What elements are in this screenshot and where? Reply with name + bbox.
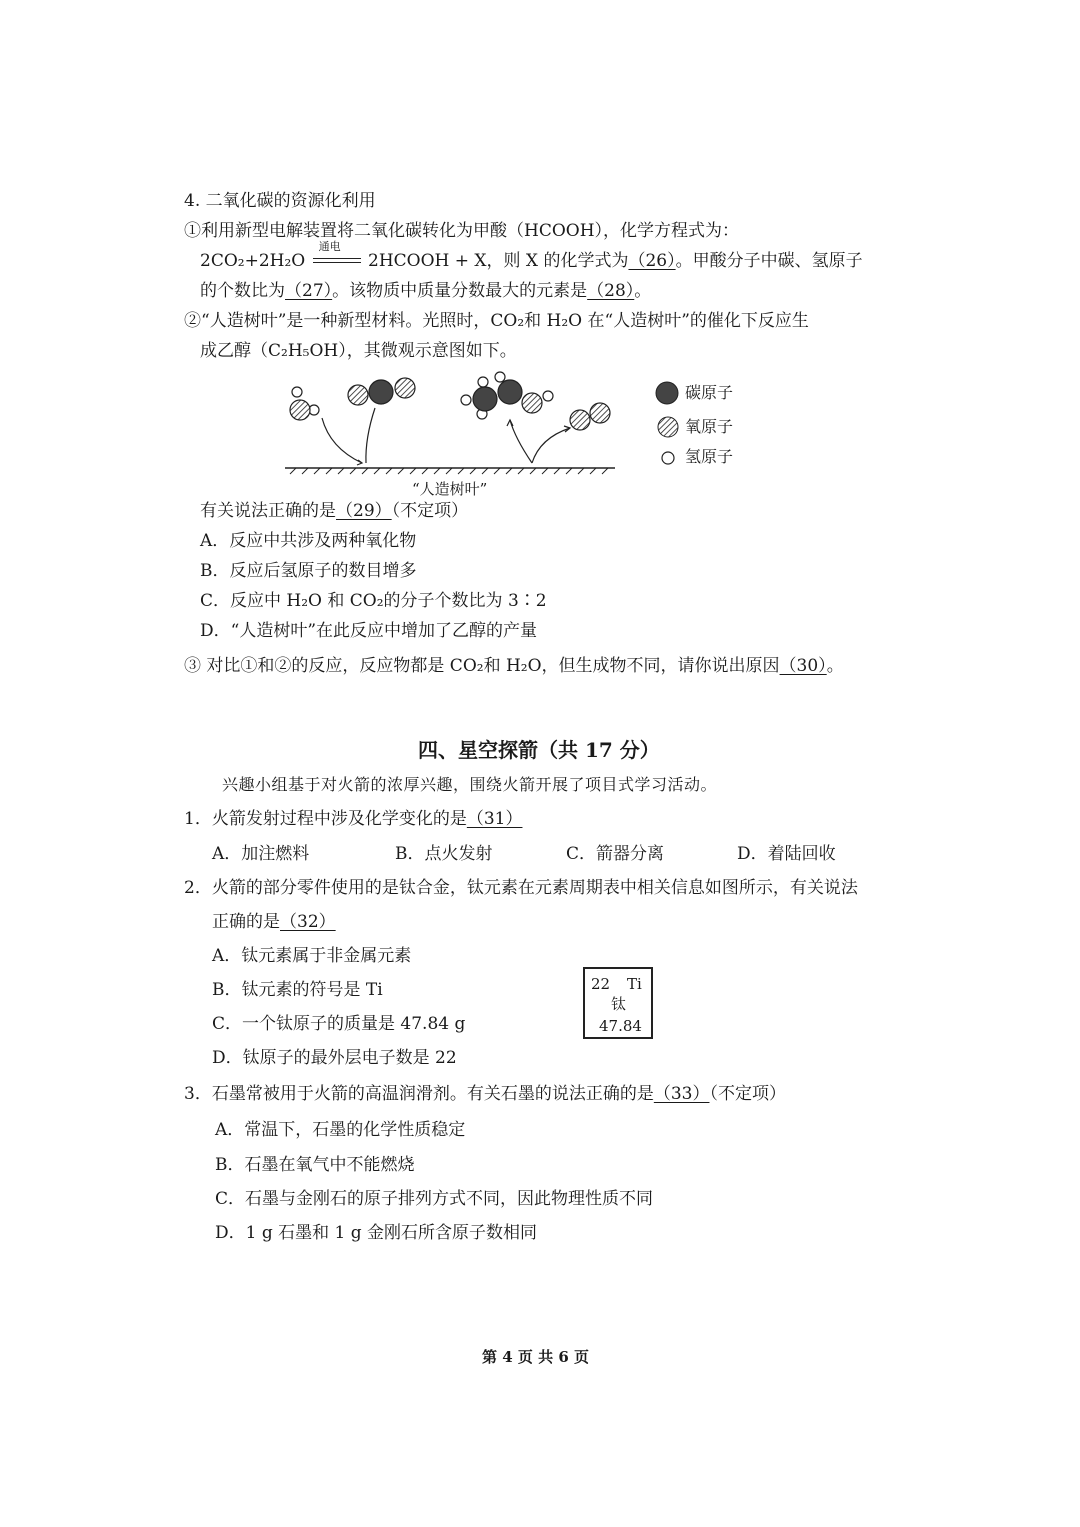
atomic-number: 22 (591, 975, 611, 993)
blank-31[interactable]: （31） (466, 809, 523, 829)
blank-26[interactable]: （26） (628, 251, 676, 271)
option-c[interactable]: C．反应中 H₂O 和 CO₂的分子个数比为 3∶2 (200, 591, 547, 611)
reaction-arrow (311, 240, 363, 272)
question-1-line-1: ①利用新型电解装置将二氧化碳转化为甲酸（HCOOH），化学方程式为： (184, 221, 740, 241)
option-a[interactable]: A．反应中共涉及两种氧化物 (200, 531, 417, 551)
product-arrows (507, 420, 570, 463)
element-symbol: Ti (627, 975, 642, 993)
molecule-diagram (270, 368, 650, 478)
blank-27[interactable]: （27） (285, 281, 333, 301)
legend-hydrogen-label: 氢原子 (685, 447, 734, 466)
legend-oxygen-label: 氧原子 (685, 417, 734, 436)
s4-q1-option-d[interactable]: D．着陆回收 (737, 844, 836, 864)
section-intro: 兴趣小组基于对火箭的浓厚兴趣，围绕火箭开展了项目式学习活动。 (222, 775, 718, 794)
text-segment: 的个数比为 (200, 281, 285, 301)
water-molecule (290, 387, 319, 420)
page-footer: 第 4 页 共 6 页 (482, 1348, 589, 1366)
reaction-condition: 通电 (318, 240, 341, 253)
blank-32[interactable]: （32） (280, 912, 336, 932)
blank-33[interactable]: （33） (653, 1084, 710, 1104)
element-name: 钛 (611, 995, 627, 1013)
text-segment: 3．石墨常被用于火箭的高温润滑剂。有关石墨的说法正确的是 (184, 1084, 654, 1104)
equation-tail: 。甲酸分子中碳、氢原子 (675, 251, 863, 271)
legend-oxygen-icon (656, 415, 680, 439)
text-segment: ③ 对比①和②的反应，反应物都是 CO₂和 H₂O，但生成物不同，请你说出原因 (184, 656, 780, 676)
legend-hydrogen-icon (659, 449, 677, 467)
question-2-line-2: 成乙醇（C₂H₅OH），其微观示意图如下。 (200, 341, 517, 361)
equation-right: 2HCOOH + X，则 X 的化学式为 (368, 251, 629, 271)
periodic-table-cell (583, 967, 653, 1039)
question-heading: 4. 二氧化碳的资源化利用 (184, 191, 376, 211)
s4-question-2-line-1: 2．火箭的部分零件使用的是钛合金，钛元素在元素周期表中相关信息如图所示，有关说法 (184, 878, 858, 898)
s4-q1-option-c[interactable]: C．箭器分离 (566, 844, 665, 864)
question-2-line-1: ②“人造树叶”是一种新型材料。光照时，CO₂和 H₂O 在“人造树叶”的催化下反应生 (184, 311, 809, 331)
co2-molecule (348, 378, 415, 405)
o2-molecule (570, 403, 610, 430)
s4-question-2-line-2 (212, 911, 336, 933)
question-2-prompt (200, 500, 468, 522)
s4-q1-option-b[interactable]: B．点火发射 (395, 844, 493, 864)
s4-q2-option-b[interactable]: B．钛元素的符号是 Ti (212, 980, 383, 1000)
s4-question-3 (184, 1083, 786, 1105)
leaf-surface (285, 468, 615, 474)
s4-q2-option-a[interactable]: A．钛元素属于非金属元素 (212, 946, 412, 966)
text-segment: （不定项） (391, 501, 469, 521)
ethanol-molecule (461, 372, 553, 419)
text-segment: 1．火箭发射过程中涉及化学变化的是 (184, 809, 467, 829)
blank-28[interactable]: （28） (587, 281, 635, 301)
legend-carbon-label: 碳原子 (685, 383, 734, 402)
legend-carbon-icon (655, 381, 679, 405)
reactant-arrows (322, 408, 375, 465)
s4-question-1 (184, 808, 522, 830)
section-title: 四、星空探箭（共 17 分） (418, 738, 660, 762)
equation-left: 2CO₂+2H₂O (200, 251, 306, 271)
text-segment: 。 (634, 281, 652, 301)
text-segment: 。 (826, 656, 844, 676)
text-segment: （不定项） (709, 1084, 786, 1104)
s4-q3-option-a[interactable]: A．常温下，石墨的化学性质稳定 (215, 1120, 466, 1140)
text-segment: 。该物质中质量分数最大的元素是 (332, 281, 588, 301)
blank-30[interactable]: （30） (779, 656, 827, 676)
s4-q2-option-c[interactable]: C．一个钛原子的质量是 47.84 g (212, 1014, 466, 1034)
option-d[interactable]: D．“人造树叶”在此反应中增加了乙醇的产量 (200, 621, 538, 641)
text-segment: 正确的是 (212, 912, 280, 932)
s4-q3-option-b[interactable]: B．石墨在氧气中不能燃烧 (215, 1155, 415, 1175)
leaf-label: “人造树叶” (412, 480, 488, 498)
question-1-line-3 (200, 280, 651, 302)
blank-29[interactable]: （29） (336, 501, 392, 521)
option-b[interactable]: B．反应后氢原子的数目增多 (200, 561, 417, 581)
s4-q1-option-a[interactable]: A．加注燃料 (212, 844, 310, 864)
atomic-mass: 47.84 (599, 1017, 642, 1035)
s4-q2-option-d[interactable]: D．钛原子的最外层电子数是 22 (212, 1048, 457, 1068)
s4-q3-option-d[interactable]: D．1 g 石墨和 1 g 金刚石所含原子数相同 (215, 1223, 538, 1243)
question-3 (184, 655, 844, 677)
text-segment: 有关说法正确的是 (200, 501, 336, 521)
equation-line (200, 240, 863, 272)
s4-q3-option-c[interactable]: C．石墨与金刚石的原子排列方式不同，因此物理性质不同 (215, 1189, 654, 1209)
